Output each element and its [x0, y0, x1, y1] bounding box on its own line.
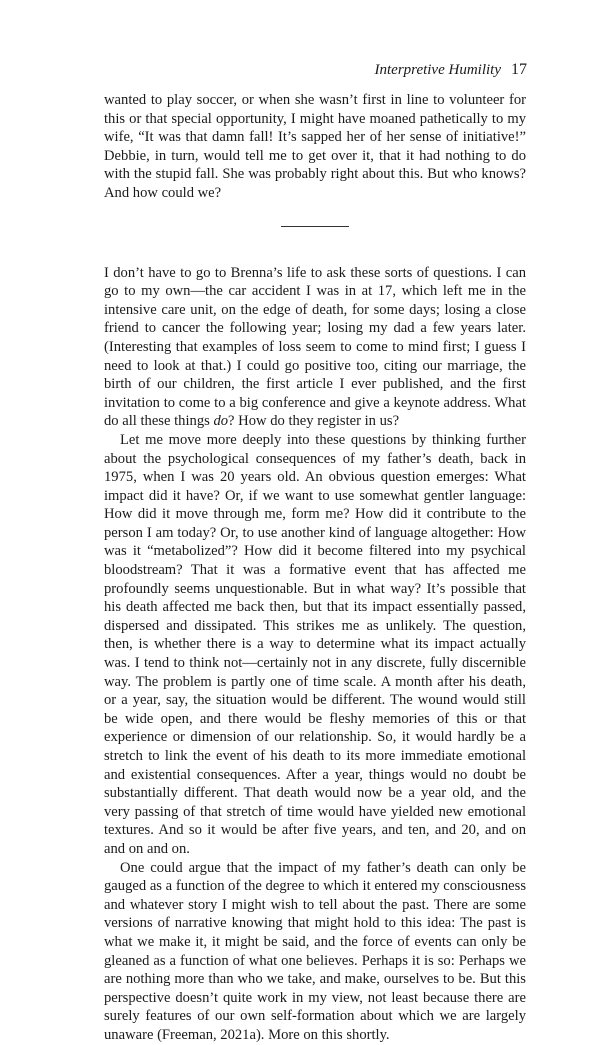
paragraph-2-text-end: ? How do they register in us? [228, 413, 400, 430]
paragraph-2-emphasis: do [213, 413, 229, 430]
paragraph-2-text-start: I don’t have to go to Brenna’s life to ask these sorts of questions. I can go to my own—the car accident I was in at 17, which left me in the intensive care unit, on the edge of death, for some days; losing a close friend to cancer the following year; losing my dad a few years later. (Interesting that examples of loss seem to come to mind first; I guess I need to look at that.) I could go positive too, citing our marriage, the birth of our children, the first article I ever published, and the first invitation to come to a big conference and give a keynote address. What do all these things [104, 264, 526, 430]
paragraph-1: wanted to play soccer, or when she wasn’t first in line to volunteer for this or that special opportunity, I might have moaned pathetically to my wife, “It was that damn fall! It’s sapped her of her sense of initiative!” Debbie, in turn, would tell me to get over it, that it had nothing to do with the stupid fall. She was probably right about this. But who knows? And how could we? [104, 92, 526, 201]
paragraph-2 [104, 264, 526, 431]
paragraph-4: One could argue that the impact of my father’s death can only be gauged as a function of the degree to which it entered my consciousness and whatever story I might wish to tell about the past. There are some versions of narrative knowing that might hold to this idea: The past is what we make it, it might be said, and the force of events can only be gleaned as a function of what one believes. Perhaps it is so: Perhaps we are nothing more than who we take, and make, ourselves to be. But this perspective doesn’t quite work in my view, not least because there are surely features of our own self-formation about which we are largely unaware (Freeman, 2021a). More on this shortly. [104, 859, 526, 1043]
page-number: 17 [511, 61, 527, 78]
body-text [104, 91, 526, 1045]
running-head-title: Interpretive Humility [374, 62, 501, 78]
paragraph-3: Let me move more deeply into these questions by thinking further about the psychological consequences of my father’s death, back in 1975, when I was 20 years old. An obvious question emerges: What impact did it have? Or, if we want to use somewhat gentler language: How did it move through me, form me? How did it contribute to the person I am today? Or, to use another kind of language altogether: How was it “metabolized”? How did it become filtered into my psychical bloodstream? That it was a formative event that has affected me profoundly seems unquestionable. But in what way? It’s possible that his death affected me back then, but that its impact essentially passed, dispersed and dissipated. This strikes me as unlikely. The question, then, is whether there is a way to determine what its impact actually was. I tend to think not—certainly not in any discrete, fully discernible way. The problem is partly one of time scale. A month after his death, or a year, say, the situation would be different. The wound would still be wide open, and there would be fleshy memories of this or that experience or dimension of our relationship. So, it would hardly be a stretch to link the event of his death to its more immediate emotional and existential consequences. After a year, things would no doubt be substantially different. That death would now be a year old, and the very passing of that stretch of time would have yielded new emotional textures. And so it would be after five years, and ten, and 20, and on and on and on. [104, 431, 526, 857]
section-break-rule [281, 226, 349, 227]
running-head [375, 60, 528, 80]
